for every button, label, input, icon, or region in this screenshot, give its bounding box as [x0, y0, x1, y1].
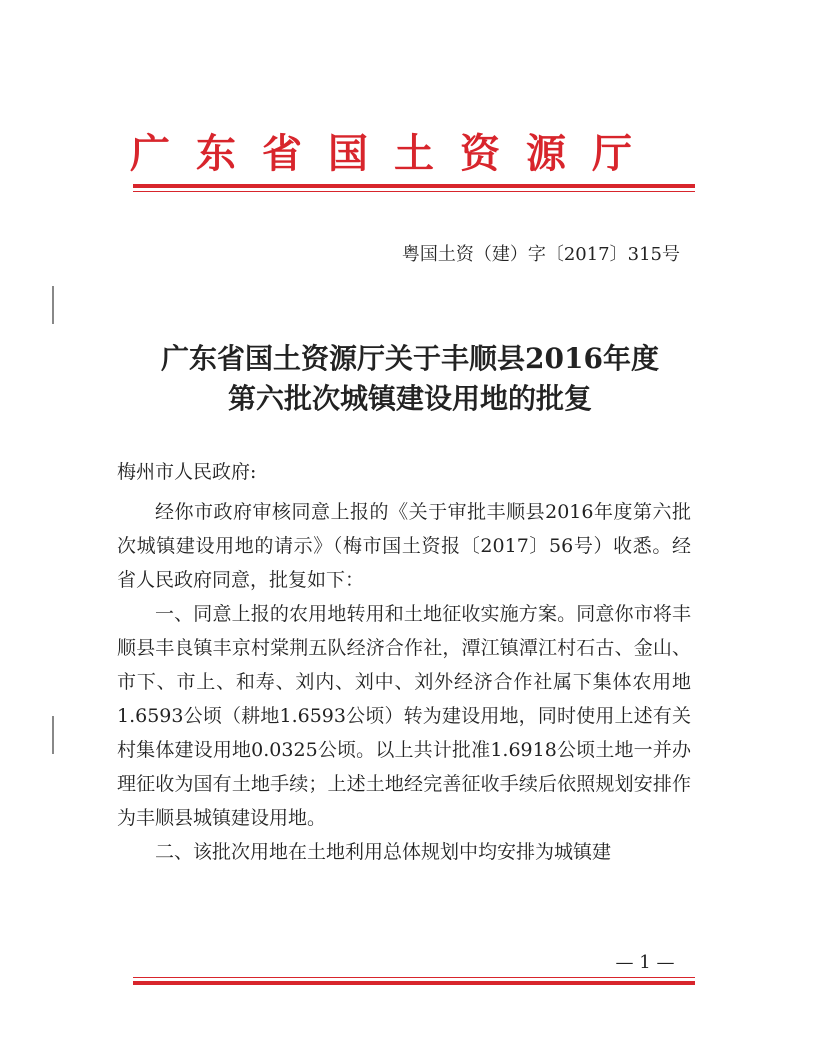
body-paragraph: 二、该批次用地在土地利用总体规划中均安排为城镇建 — [155, 841, 612, 863]
document-title-line-2: 第六批次城镇建设用地的批复 — [227, 382, 592, 415]
header-red-rule-thin — [133, 191, 695, 192]
page-number: — 1 — — [615, 952, 675, 973]
footer-red-rule-thin — [133, 977, 695, 978]
footer-red-rule-thick — [133, 981, 695, 985]
issuing-authority-title: 广东省国土资源厅 — [130, 131, 658, 177]
document-body — [117, 495, 691, 869]
binding-hole-mark — [52, 286, 54, 324]
body-paragraph: 经你市政府审核同意上报的《关于审批丰顺县2016年度第六批次城镇建设用地的请示》（梅市国土资报〔2017〕56号）收悉。经省人民政府同意，批复如下： — [117, 501, 691, 591]
addressee: 梅州市人民政府: — [117, 461, 257, 483]
document-title — [120, 339, 700, 419]
binding-hole-mark — [52, 716, 54, 754]
body-paragraph: 一、同意上报的农用地转用和土地征收实施方案。同意你市将丰顺县丰良镇丰京村棠荆五队经济合作社，潭江镇潭江村石古、金山、市下、市上、和寿、刘内、刘中、刘外经济合作社属下集体农用地1.6593公顷（耕地1.6593公顷）转为建设用地，同时使用上述有关村集体建设用地0.0325公顷。以上共计批准1.6918公顷土地一并办理征收为国有土地手续；上述土地经完善征收手续后依照规划安排作为丰顺县城镇建设用地。 — [117, 603, 691, 829]
header-red-rule-thick — [133, 184, 695, 188]
document-number: 粤国土资（建）字〔2017〕315号 — [401, 244, 680, 265]
document-title-line-1: 广东省国土资源厅关于丰顺县2016年度 — [161, 342, 659, 375]
